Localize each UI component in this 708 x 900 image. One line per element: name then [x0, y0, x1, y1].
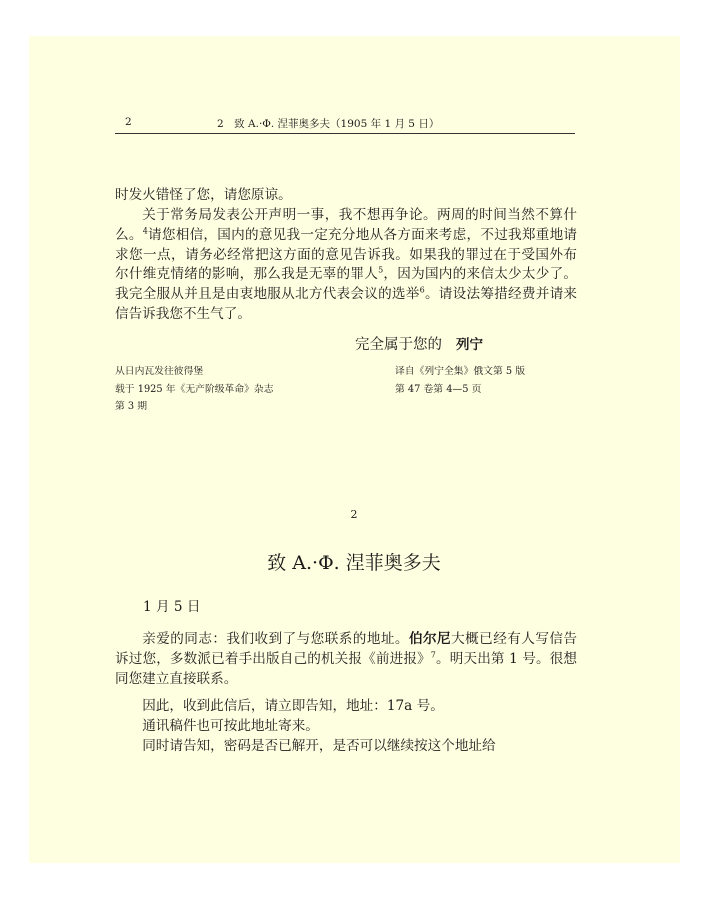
footnote-ref-7[interactable]: 7	[430, 650, 436, 660]
text-run: 。明天出第 1 号。很想同您建立直接联系。	[115, 650, 578, 687]
source-line: 译自《列宁全集》俄文第 5 版	[395, 366, 526, 377]
source-line: 从日内瓦发往彼得堡	[115, 366, 204, 377]
text-run: ，因为国内的来信太少太少了。我完全服从并且是由衷地服从北方代表会议的选举	[115, 266, 578, 303]
text-run: 亲爱的同志：我们收到了与您联系的地址。	[142, 631, 409, 647]
source-note-left	[115, 363, 274, 416]
text-run: 关于常务局发表公开声明一事，我不想再争论。两周的时间当然不算什么。	[115, 207, 577, 243]
letter2-paragraph-3: 通讯稿件也可按此地址寄来。	[142, 718, 319, 734]
page-number: 2	[125, 116, 132, 128]
bold-term: 伯尔尼	[408, 631, 452, 647]
letter-title: 致 A.·Φ. 涅菲奥多夫	[267, 552, 441, 574]
text-run: 请您相信，国内的意见我一定充分地从各方面来考虑，不过我郑重地请求您一点，请务必经常把这方面的意见告诉我。如果我的罪过在于受国外布尔什维克情绪的影响，那么我是无辜的罪人	[115, 226, 578, 283]
letter2-paragraph-1	[115, 630, 577, 689]
footnote-ref-5[interactable]: 5	[378, 265, 384, 275]
letter-date: 1 月 5 日	[143, 599, 201, 615]
text-run: 。请设法筹措经费并请来信告诉我您不生气了。	[115, 286, 578, 322]
source-line: 载于 1925 年《无产阶级革命》杂志	[115, 383, 274, 395]
source-line: 第 47 卷第 4—5 页	[395, 383, 482, 395]
letter1-paragraph-1: 时发火错怪了您，请您原谅。	[115, 187, 292, 203]
closing-phrase: 完全属于您的	[355, 337, 442, 353]
closing-line	[355, 333, 483, 354]
running-title: 2 致 A.·Φ. 涅菲奥多夫（1905 年 1 月 5 日）	[217, 118, 440, 130]
source-note-right	[395, 363, 525, 398]
footnote-ref-6[interactable]: 6	[419, 285, 425, 295]
text-run: 大概已经有人写信告诉过您，多数派已着手出版自己的机关报《前进报》	[115, 631, 578, 667]
source-line: 第 3 期	[115, 401, 148, 412]
signature: 列宁	[456, 337, 483, 353]
letter2-paragraph-4: 同时请告知，密码是否已解开，是否可以继续按这个地址给	[142, 738, 496, 754]
letter2-paragraph-2: 因此，收到此信后，请立即告知，地址：17a 号。	[142, 698, 444, 714]
letter1-paragraph-2	[115, 206, 577, 325]
section-number: 2	[350, 508, 358, 521]
running-header	[115, 113, 575, 134]
footnote-ref-4[interactable]: 4	[142, 226, 148, 236]
